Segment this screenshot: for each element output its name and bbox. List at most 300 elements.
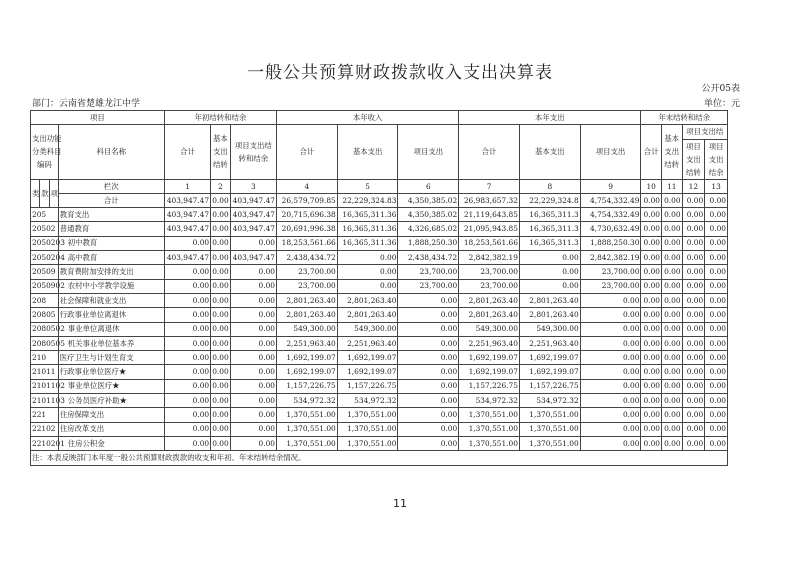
row-value-cell: 0.00 xyxy=(211,293,231,307)
column-number: 1 xyxy=(164,179,210,193)
row-value-cell: 0.00 xyxy=(230,336,276,350)
row-value-cell: 0.00 xyxy=(641,236,662,250)
row-value-cell: 0.00 xyxy=(580,365,641,379)
row-value-cell: 0.00 xyxy=(398,436,459,450)
header-end-project: 项目支出结 xyxy=(682,125,727,139)
row-subject-name: 公务员医疗补助★ xyxy=(58,394,164,408)
row-value-cell: 0.00 xyxy=(661,265,682,279)
row-value-cell: 1,157,226.75 xyxy=(337,379,398,393)
row-value-cell: 16,365,311.36 xyxy=(337,208,398,222)
row-value-cell: 0.00 xyxy=(580,422,641,436)
row-value-cell: 2,842,382.19 xyxy=(580,251,641,265)
row-value-cell: 23,700.00 xyxy=(580,265,641,279)
row-value-cell: 0.00 xyxy=(211,379,231,393)
row-subject-name: 行政事业单位离退休 xyxy=(58,308,164,322)
row-subject-name: 行政事业单位医疗★ xyxy=(58,365,164,379)
row-value-cell: 0.00 xyxy=(164,379,210,393)
total-cell: 4,754,332.49 xyxy=(580,193,641,207)
row-value-cell: 0.00 xyxy=(705,208,728,222)
row-value-cell: 1,370,551.00 xyxy=(337,422,398,436)
row-subject-name: 农村中小学教学设施 xyxy=(58,279,164,293)
row-value-cell: 23,700.00 xyxy=(277,265,338,279)
row-subject-name: 初中教育 xyxy=(58,236,164,250)
row-value-cell: 0.00 xyxy=(661,408,682,422)
row-value-cell: 1,692,199.07 xyxy=(459,351,520,365)
row-value-cell: 1,370,551.00 xyxy=(337,436,398,450)
row-value-cell: 0.00 xyxy=(661,322,682,336)
row-value-cell: 0.00 xyxy=(580,351,641,365)
row-value-cell: 0.00 xyxy=(705,336,728,350)
total-cell: 0.00 xyxy=(661,193,682,207)
header-expense-project: 项目支出 xyxy=(580,125,641,179)
header-expense: 本年支出 xyxy=(459,111,641,125)
row-value-cell: 20,715,696.38 xyxy=(277,208,338,222)
row-value-cell: 0.00 xyxy=(682,208,705,222)
row-subject-name: 教育费附加安排的支出 xyxy=(58,265,164,279)
row-value-cell: 0.00 xyxy=(661,222,682,236)
page-number: 11 xyxy=(393,497,407,510)
header-kuan: 款 xyxy=(40,179,49,208)
row-value-cell: 0.00 xyxy=(705,308,728,322)
total-cell: 26,579,709.85 xyxy=(277,193,338,207)
row-value-cell: 534,972.32 xyxy=(459,394,520,408)
row-value-cell: 0.00 xyxy=(661,308,682,322)
row-code: 2080502 xyxy=(31,322,59,336)
row-value-cell: 0.00 xyxy=(682,251,705,265)
row-value-cell: 0.00 xyxy=(580,308,641,322)
row-value-cell: 0.00 xyxy=(641,379,662,393)
row-value-cell: 21,095,943.85 xyxy=(459,222,520,236)
row-value-cell: 0.00 xyxy=(661,394,682,408)
row-value-cell: 0.00 xyxy=(164,336,210,350)
row-value-cell: 16,365,311.36 xyxy=(337,236,398,250)
header-end-balance: 年末结转和结余 xyxy=(641,111,728,125)
table-row xyxy=(31,336,728,350)
row-value-cell: 0.00 xyxy=(337,251,398,265)
row-value-cell: 2,801,263.40 xyxy=(337,293,398,307)
row-value-cell: 403,947.47 xyxy=(230,222,276,236)
row-value-cell: 0.00 xyxy=(661,336,682,350)
row-value-cell: 0.00 xyxy=(164,293,210,307)
table-row xyxy=(31,422,728,436)
header-income-basic: 基本支出 xyxy=(337,125,398,179)
row-value-cell: 0.00 xyxy=(580,394,641,408)
row-value-cell: 0.00 xyxy=(230,394,276,408)
total-label: 合计 xyxy=(58,193,164,207)
row-code: 221 xyxy=(31,408,59,422)
row-subject-name: 教育支出 xyxy=(58,208,164,222)
row-value-cell: 23,700.00 xyxy=(459,279,520,293)
row-value-cell: 0.00 xyxy=(230,308,276,322)
table-row xyxy=(31,365,728,379)
row-value-cell: 0.00 xyxy=(641,351,662,365)
row-value-cell: 0.00 xyxy=(641,308,662,322)
row-code: 2101102 xyxy=(31,379,59,393)
row-value-cell: 403,947.47 xyxy=(230,208,276,222)
unit-label: 单位：元 xyxy=(703,99,740,109)
row-value-cell: 0.00 xyxy=(211,308,231,322)
column-number: 9 xyxy=(580,179,641,193)
row-value-cell: 1,692,199.07 xyxy=(277,351,338,365)
row-subject-name: 事业单位离退休 xyxy=(58,322,164,336)
row-code: 20502 xyxy=(31,222,59,236)
table-row xyxy=(31,279,728,293)
table-row xyxy=(31,208,728,222)
row-value-cell: 0.00 xyxy=(641,293,662,307)
row-value-cell: 0.00 xyxy=(641,422,662,436)
totals-row xyxy=(31,193,728,207)
header-income: 本年收入 xyxy=(277,111,459,125)
row-value-cell: 534,972.32 xyxy=(519,394,580,408)
row-value-cell: 0.00 xyxy=(164,279,210,293)
row-value-cell: 1,692,199.07 xyxy=(459,365,520,379)
row-value-cell: 0.00 xyxy=(230,293,276,307)
header-end-total: 合计 xyxy=(641,125,662,179)
row-code: 2050203 xyxy=(31,236,59,250)
row-value-cell: 0.00 xyxy=(641,265,662,279)
row-value-cell: 403,947.47 xyxy=(164,251,210,265)
row-value-cell: 0.00 xyxy=(705,365,728,379)
row-value-cell: 0.00 xyxy=(398,379,459,393)
row-value-cell: 0.00 xyxy=(580,408,641,422)
row-value-cell: 0.00 xyxy=(580,322,641,336)
row-value-cell: 23,700.00 xyxy=(277,279,338,293)
row-value-cell: 2,801,263.40 xyxy=(519,308,580,322)
row-value-cell: 1,370,551.00 xyxy=(277,408,338,422)
column-number: 12 xyxy=(682,179,705,193)
row-value-cell: 549,300.00 xyxy=(337,322,398,336)
row-value-cell: 0.00 xyxy=(641,436,662,450)
column-number: 10 xyxy=(641,179,662,193)
row-value-cell: 18,253,561.66 xyxy=(277,236,338,250)
row-value-cell: 0.00 xyxy=(211,408,231,422)
row-value-cell: 1,370,551.00 xyxy=(519,436,580,450)
row-subject-name: 普通教育 xyxy=(58,222,164,236)
row-value-cell: 0.00 xyxy=(230,322,276,336)
total-cell: 0.00 xyxy=(641,193,662,207)
column-number: 7 xyxy=(459,179,520,193)
row-value-cell: 0.00 xyxy=(641,322,662,336)
row-value-cell: 20,691,996.38 xyxy=(277,222,338,236)
row-value-cell: 2,251,963.40 xyxy=(459,336,520,350)
row-code: 205 xyxy=(31,208,59,222)
row-value-cell: 0.00 xyxy=(211,322,231,336)
row-value-cell: 1,888,250.30 xyxy=(580,236,641,250)
row-value-cell: 0.00 xyxy=(705,422,728,436)
row-value-cell: 21,119,643.85 xyxy=(459,208,520,222)
row-value-cell: 0.00 xyxy=(164,365,210,379)
row-value-cell: 0.00 xyxy=(641,279,662,293)
total-cell: 22,229,324.83 xyxy=(337,193,398,207)
row-value-cell: 549,300.00 xyxy=(277,322,338,336)
table-row xyxy=(31,394,728,408)
row-value-cell: 0.00 xyxy=(661,293,682,307)
total-cell: 0.00 xyxy=(682,193,705,207)
row-value-cell: 0.00 xyxy=(705,279,728,293)
row-value-cell: 0.00 xyxy=(230,365,276,379)
table-row xyxy=(31,293,728,307)
row-code: 2050902 xyxy=(31,279,59,293)
row-value-cell: 1,370,551.00 xyxy=(337,408,398,422)
row-value-cell: 0.00 xyxy=(519,251,580,265)
column-number: 13 xyxy=(705,179,728,193)
row-subject-name: 高中教育 xyxy=(58,251,164,265)
row-value-cell: 2,801,263.40 xyxy=(459,293,520,307)
row-value-cell: 23,700.00 xyxy=(580,279,641,293)
total-cell: 22,229,324.8 xyxy=(519,193,580,207)
row-value-cell: 0.00 xyxy=(398,422,459,436)
table-row xyxy=(31,322,728,336)
row-value-cell: 0.00 xyxy=(661,208,682,222)
row-value-cell: 0.00 xyxy=(230,351,276,365)
row-value-cell: 0.00 xyxy=(682,222,705,236)
row-subject-name: 医疗卫生与计划生育支 xyxy=(58,351,164,365)
row-code: 2050204 xyxy=(31,251,59,265)
column-number-row xyxy=(31,179,728,193)
row-value-cell: 1,157,226.75 xyxy=(459,379,520,393)
row-value-cell: 0.00 xyxy=(705,351,728,365)
row-value-cell: 0.00 xyxy=(211,236,231,250)
table-row xyxy=(31,251,728,265)
row-value-cell: 2,251,963.40 xyxy=(337,336,398,350)
row-value-cell: 549,300.00 xyxy=(519,322,580,336)
row-value-cell: 0.00 xyxy=(164,265,210,279)
row-value-cell: 0.00 xyxy=(661,279,682,293)
row-value-cell: 1,370,551.00 xyxy=(459,436,520,450)
row-value-cell: 2,842,382.19 xyxy=(459,251,520,265)
row-value-cell: 0.00 xyxy=(337,265,398,279)
column-number: 4 xyxy=(277,179,338,193)
row-code: 20509 xyxy=(31,265,59,279)
row-value-cell: 0.00 xyxy=(230,379,276,393)
row-value-cell: 0.00 xyxy=(230,265,276,279)
row-value-cell: 23,700.00 xyxy=(398,265,459,279)
total-cell: 403,947.47 xyxy=(164,193,210,207)
header-begin-basic: 基本 支出 结转 xyxy=(211,125,231,179)
row-value-cell: 0.00 xyxy=(211,351,231,365)
row-code: 20805 xyxy=(31,308,59,322)
row-value-cell: 0.00 xyxy=(398,351,459,365)
total-cell: 0.00 xyxy=(211,193,231,207)
row-value-cell: 2,438,434.72 xyxy=(398,251,459,265)
note-row xyxy=(31,451,728,465)
row-value-cell: 0.00 xyxy=(580,436,641,450)
total-cell: 0.00 xyxy=(705,193,728,207)
row-value-cell: 0.00 xyxy=(641,365,662,379)
row-value-cell: 0.00 xyxy=(580,336,641,350)
row-value-cell: 0.00 xyxy=(682,379,705,393)
row-value-cell: 0.00 xyxy=(164,236,210,250)
row-value-cell: 0.00 xyxy=(705,436,728,450)
column-number: 6 xyxy=(398,179,459,193)
header-begin-total: 合计 xyxy=(164,125,210,179)
row-value-cell: 0.00 xyxy=(164,408,210,422)
row-code: 208 xyxy=(31,293,59,307)
row-value-cell: 0.00 xyxy=(398,293,459,307)
row-value-cell: 4,326,685.02 xyxy=(398,222,459,236)
row-value-cell: 0.00 xyxy=(398,308,459,322)
header-subject-name: 科目名称 xyxy=(58,125,164,179)
row-code: 2080505 xyxy=(31,336,59,350)
table-row xyxy=(31,408,728,422)
row-value-cell: 0.00 xyxy=(682,436,705,450)
row-value-cell: 0.00 xyxy=(398,322,459,336)
row-value-cell: 0.00 xyxy=(661,379,682,393)
row-value-cell: 0.00 xyxy=(580,293,641,307)
row-value-cell: 0.00 xyxy=(230,408,276,422)
row-value-cell: 0.00 xyxy=(682,394,705,408)
row-value-cell: 0.00 xyxy=(211,422,231,436)
header-income-project: 项目支出 xyxy=(398,125,459,179)
row-code: 2101103 xyxy=(31,394,59,408)
row-code: 21011 xyxy=(31,365,59,379)
row-value-cell: 23,700.00 xyxy=(459,265,520,279)
row-value-cell: 2,801,263.40 xyxy=(337,308,398,322)
row-value-cell: 0.00 xyxy=(641,251,662,265)
header-expense-basic: 基本支出 xyxy=(519,125,580,179)
row-value-cell: 0.00 xyxy=(682,322,705,336)
row-value-cell: 0.00 xyxy=(230,422,276,436)
row-subject-name: 机关事业单位基本养 xyxy=(58,336,164,350)
row-value-cell: 0.00 xyxy=(705,408,728,422)
column-number: 11 xyxy=(661,179,682,193)
row-value-cell: 0.00 xyxy=(661,422,682,436)
header-xiang: 项 xyxy=(49,179,58,208)
page-title: 一般公共预算财政拨款收入支出决算表 xyxy=(247,63,553,83)
total-cell: 26,983,657.32 xyxy=(459,193,520,207)
row-value-cell: 0.00 xyxy=(164,436,210,450)
table-note: 注：本表反映部门本年度一般公共预算财政拨款的收支和年初、年末结转结余情况。 xyxy=(31,451,728,465)
row-value-cell: 23,700.00 xyxy=(398,279,459,293)
row-value-cell: 1,370,551.00 xyxy=(519,408,580,422)
row-value-cell: 2,251,963.40 xyxy=(277,336,338,350)
row-value-cell: 16,365,311.3 xyxy=(519,208,580,222)
row-value-cell: 0.00 xyxy=(641,394,662,408)
row-value-cell: 0.00 xyxy=(705,265,728,279)
row-value-cell: 1,692,199.07 xyxy=(277,365,338,379)
column-number: 2 xyxy=(211,179,231,193)
row-value-cell: 1,692,199.07 xyxy=(337,365,398,379)
row-value-cell: 0.00 xyxy=(398,408,459,422)
row-value-cell: 0.00 xyxy=(337,279,398,293)
row-value-cell: 0.00 xyxy=(230,236,276,250)
row-value-cell: 403,947.47 xyxy=(164,222,210,236)
row-value-cell: 0.00 xyxy=(164,394,210,408)
row-value-cell: 0.00 xyxy=(661,236,682,250)
row-value-cell: 16,365,311.36 xyxy=(337,222,398,236)
table-row xyxy=(31,436,728,450)
row-value-cell: 0.00 xyxy=(705,236,728,250)
form-number: 公开05表 xyxy=(701,84,740,94)
row-value-cell: 0.00 xyxy=(398,336,459,350)
row-value-cell: 0.00 xyxy=(230,279,276,293)
row-value-cell: 1,370,551.00 xyxy=(277,436,338,450)
row-value-cell: 0.00 xyxy=(682,408,705,422)
row-value-cell: 1,692,199.07 xyxy=(337,351,398,365)
row-value-cell: 0.00 xyxy=(682,422,705,436)
row-value-cell: 0.00 xyxy=(398,394,459,408)
header-item: 项目 xyxy=(31,111,165,125)
column-number: 8 xyxy=(519,179,580,193)
row-value-cell: 0.00 xyxy=(682,336,705,350)
budget-table xyxy=(30,110,728,466)
row-subject-name: 事业单位医疗★ xyxy=(58,379,164,393)
row-value-cell: 0.00 xyxy=(519,265,580,279)
row-value-cell: 0.00 xyxy=(705,222,728,236)
row-value-cell: 0.00 xyxy=(164,351,210,365)
data-rows xyxy=(31,208,728,451)
row-value-cell: 0.00 xyxy=(211,365,231,379)
row-value-cell: 0.00 xyxy=(211,436,231,450)
row-value-cell: 1,692,199.07 xyxy=(519,365,580,379)
header-income-total: 合计 xyxy=(277,125,338,179)
header-lanci: 栏次 xyxy=(58,179,164,193)
row-value-cell: 0.00 xyxy=(682,236,705,250)
row-value-cell: 2,801,263.40 xyxy=(277,293,338,307)
header-row-sub1 xyxy=(31,125,728,139)
row-value-cell: 2,801,263.40 xyxy=(277,308,338,322)
row-value-cell: 2,801,263.40 xyxy=(519,293,580,307)
row-value-cell: 0.00 xyxy=(682,308,705,322)
row-value-cell: 0.00 xyxy=(230,436,276,450)
row-value-cell: 0.00 xyxy=(705,379,728,393)
row-value-cell: 0.00 xyxy=(661,365,682,379)
row-code: 2210201 xyxy=(31,436,59,450)
row-value-cell: 534,972.32 xyxy=(277,394,338,408)
row-code: 210 xyxy=(31,351,59,365)
header-begin-balance: 年初结转和结余 xyxy=(164,111,276,125)
table-row xyxy=(31,222,728,236)
row-value-cell: 0.00 xyxy=(164,322,210,336)
row-value-cell: 16,365,311.3 xyxy=(519,236,580,250)
row-value-cell: 0.00 xyxy=(211,208,231,222)
row-value-cell: 0.00 xyxy=(211,336,231,350)
row-code: 22102 xyxy=(31,422,59,436)
row-value-cell: 0.00 xyxy=(641,222,662,236)
row-value-cell: 549,300.00 xyxy=(459,322,520,336)
row-value-cell: 0.00 xyxy=(398,365,459,379)
row-value-cell: 2,251,963.40 xyxy=(519,336,580,350)
row-subject-name: 住房保障支出 xyxy=(58,408,164,422)
row-value-cell: 0.00 xyxy=(705,251,728,265)
row-value-cell: 2,801,263.40 xyxy=(459,308,520,322)
row-subject-name: 住房改革支出 xyxy=(58,422,164,436)
row-value-cell: 403,947.47 xyxy=(164,208,210,222)
row-value-cell: 18,253,561.66 xyxy=(459,236,520,250)
row-value-cell: 0.00 xyxy=(164,422,210,436)
header-end-project-surplus: 项目 支出 结余 xyxy=(705,139,728,179)
row-value-cell: 0.00 xyxy=(211,265,231,279)
row-value-cell: 0.00 xyxy=(211,251,231,265)
row-value-cell: 0.00 xyxy=(705,394,728,408)
row-subject-name: 社会保障和就业支出 xyxy=(58,293,164,307)
row-value-cell: 0.00 xyxy=(661,351,682,365)
header-expense-total: 合计 xyxy=(459,125,520,179)
row-value-cell: 0.00 xyxy=(682,365,705,379)
row-value-cell: 4,730,632.49 xyxy=(580,222,641,236)
row-value-cell: 1,370,551.00 xyxy=(277,422,338,436)
row-value-cell: 1,157,226.75 xyxy=(277,379,338,393)
column-number: 3 xyxy=(230,179,276,193)
column-number: 5 xyxy=(337,179,398,193)
row-value-cell: 403,947.47 xyxy=(230,251,276,265)
row-value-cell: 2,438,434.72 xyxy=(277,251,338,265)
row-value-cell: 1,157,226.75 xyxy=(519,379,580,393)
row-value-cell: 1,370,551.00 xyxy=(519,422,580,436)
row-value-cell: 0.00 xyxy=(682,293,705,307)
header-end-project-carry: 项目 支出 结转 xyxy=(682,139,705,179)
row-value-cell: 4,350,385.02 xyxy=(398,208,459,222)
